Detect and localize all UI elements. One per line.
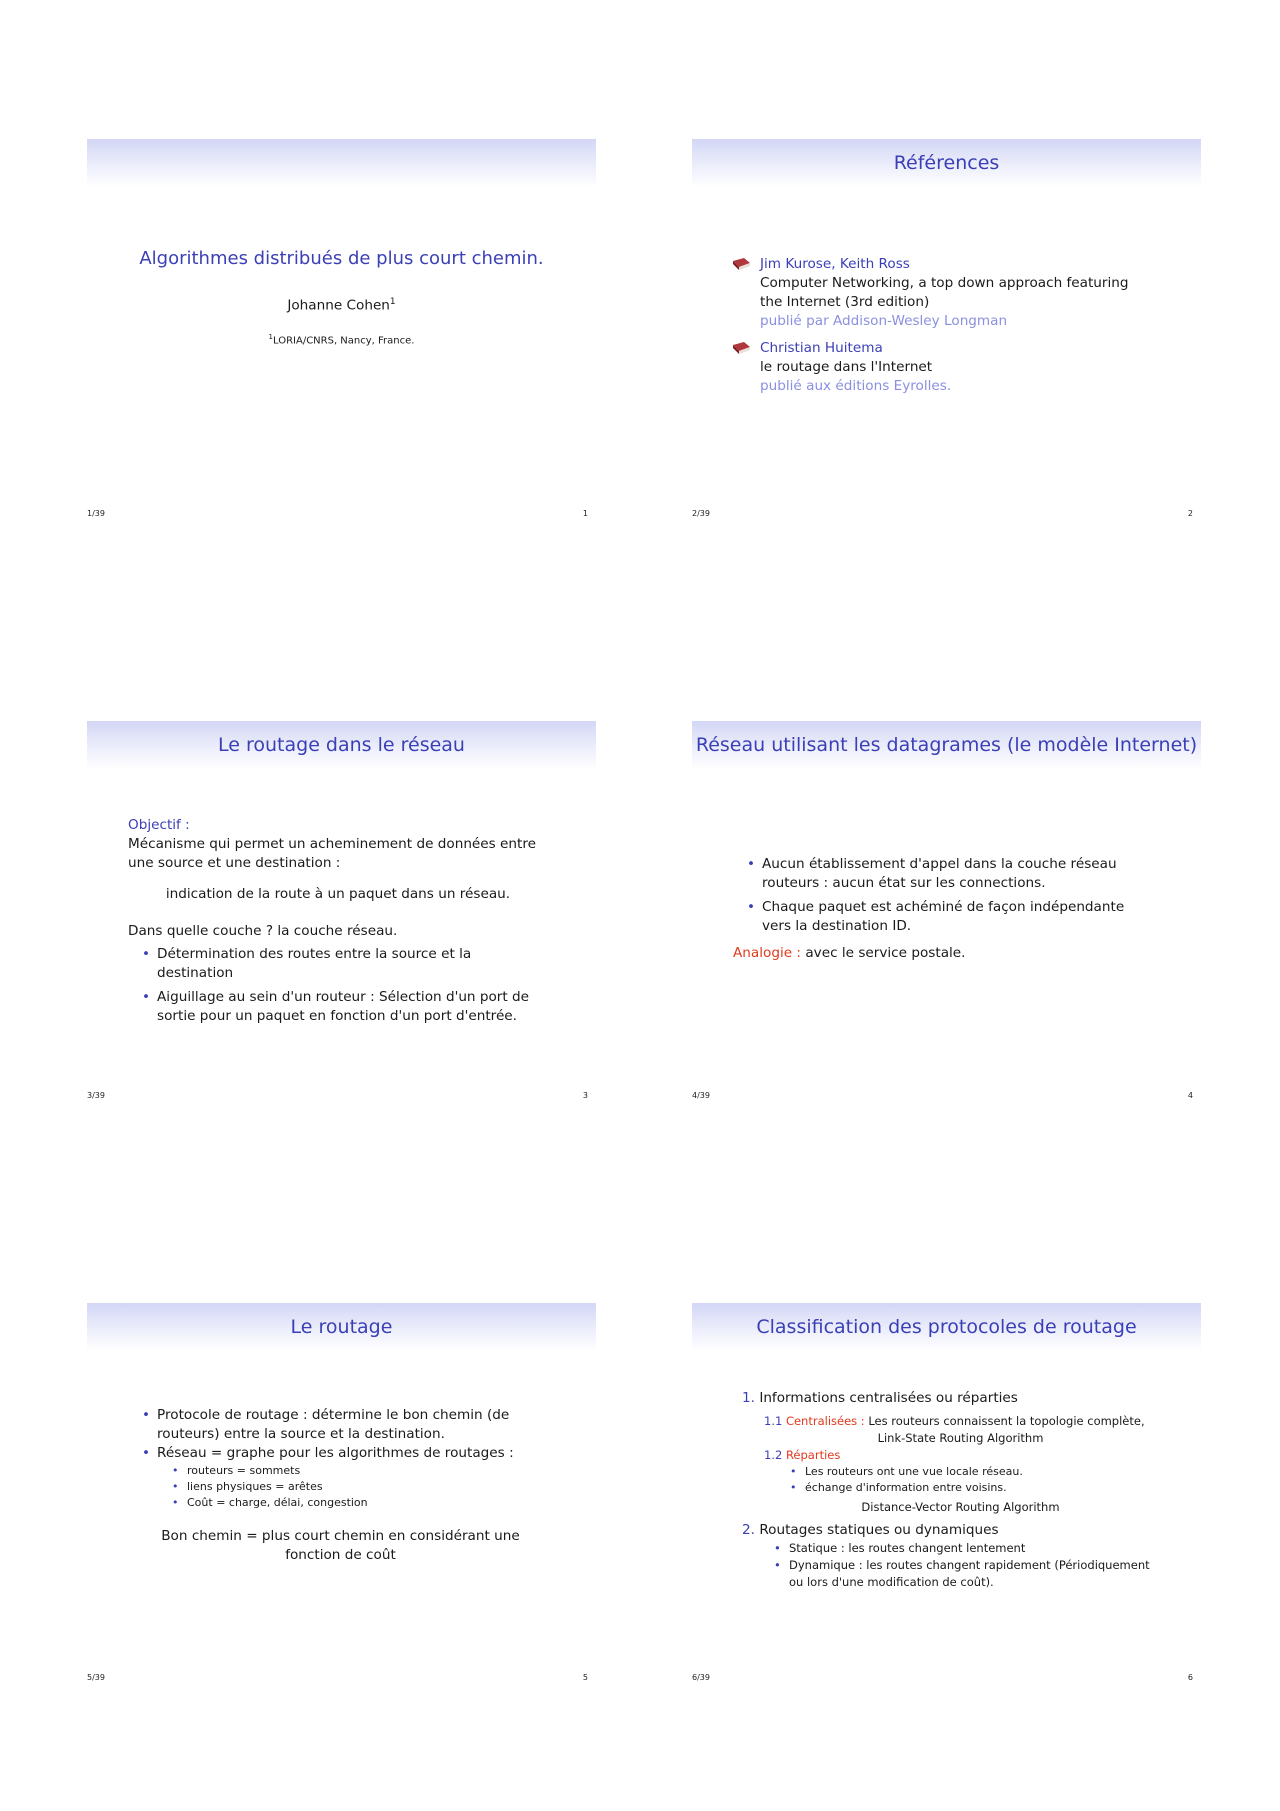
slide-title: Classification des protocoles de routage [756, 1316, 1137, 1338]
slide-4 [692, 721, 1201, 1106]
page-number: 3 [582, 1091, 588, 1100]
slide-5 [87, 1303, 596, 1688]
page-number: 2 [1187, 509, 1193, 518]
reference-item [732, 255, 1152, 331]
page-counter: 3/39 [87, 1091, 105, 1100]
slide-3 [87, 721, 596, 1106]
reference-publisher: publié aux éditions Eyrolles. [760, 378, 952, 394]
sub-list-item: • Statique : les routes changent lentement [774, 1540, 1157, 1557]
question: Dans quelle couche ? la couche réseau. [128, 923, 398, 939]
reference-author: Christian Huitema [760, 340, 883, 356]
document-title: Algorithmes distribués de plus court chemin. [139, 248, 544, 269]
page-number: 6 [1187, 1673, 1193, 1682]
author: Johanne Cohen$^1$ [287, 297, 396, 314]
sub-list-item: • liens physiques = arêtes [172, 1479, 553, 1495]
reference-publisher: publié par Addison-Wesley Longman [760, 313, 1008, 329]
sub-list-item: • Coût = charge, délai, congestion [172, 1495, 553, 1511]
page-counter: 4/39 [692, 1091, 710, 1100]
slide-title: Le routage [290, 1316, 393, 1338]
list-item: • Détermination des routes entre la source et la destination [142, 945, 548, 983]
slide-header [87, 139, 596, 187]
book-icon [732, 342, 751, 354]
objectif-label: Objectif : [128, 817, 190, 833]
book-icon [732, 258, 751, 270]
sub-list-item: • échange d'information entre voisins. [790, 1480, 1157, 1496]
sub-list-item: • routeurs = sommets [172, 1463, 553, 1479]
list-item: • Protocole de routage : détermine le bon chemin (de routeurs) entre la source et la destination. [142, 1406, 553, 1444]
slide-header [692, 139, 1201, 187]
slide-header [87, 721, 596, 769]
page-number: 5 [582, 1673, 588, 1682]
sub-list-item: • Dynamique : les routes changent rapidement (Périodiquement ou lors d'une modification de coût). [774, 1557, 1157, 1591]
slide-title: Le routage dans le réseau [218, 734, 465, 756]
slide-header [692, 1303, 1201, 1351]
enum-item-1: 1. Informations centralisées ou réparties [742, 1390, 1018, 1406]
reference-item [732, 339, 1152, 396]
slide-title: Réseau utilisant les datagrames (le modèle Internet) [695, 734, 1198, 756]
slide-1 [87, 139, 596, 524]
list-item: • Réseau = graphe pour les algorithmes de routages : [142, 1444, 553, 1463]
slide-2 [692, 139, 1201, 524]
page-counter: 2/39 [692, 509, 710, 518]
slide-6 [692, 1303, 1201, 1688]
page-number: 1 [582, 509, 588, 518]
list-item: • Aiguillage au sein d'un routeur : Sélection d'un port de sortie pour un paquet en fonction d'un port d'entrée. [142, 988, 548, 1026]
list-item: • Aucun établissement d'appel dans la couche réseau routeurs : aucun état sur les connections. [747, 855, 1153, 893]
enum-item-1-1: 1.1 Centralisées : Les routeurs connaissent la topologie complète, [764, 1414, 1145, 1428]
conclusion: Bon chemin = plus court chemin en considérant une fonction de coût [161, 1528, 520, 1563]
enum-item-2: 2. Routages statiques ou dynamiques [742, 1522, 999, 1538]
centered-statement: indication de la route à un paquet dans un réseau. [165, 886, 511, 902]
page-counter: 5/39 [87, 1673, 105, 1682]
list-item: • Chaque paquet est achéminé de façon indépendante vers la destination ID. [747, 898, 1153, 936]
algorithm-name: Link-State Routing Algorithm [877, 1431, 1044, 1445]
slide-header [87, 1303, 596, 1351]
algorithm-name: Distance-Vector Routing Algorithm [861, 1500, 1060, 1514]
reference-work: Computer Networking, a top down approach featuring the Internet (3rd edition) [760, 275, 1129, 310]
page-counter: 1/39 [87, 509, 105, 518]
analogie: Analogie : avec le service postale. [733, 945, 966, 961]
objectif-text: Mécanisme qui permet un acheminement de données entre une source et une destination : [128, 836, 537, 871]
slide-header [692, 721, 1201, 769]
page-number: 4 [1187, 1091, 1193, 1100]
reference-work: le routage dans l'Internet [760, 359, 933, 375]
page-counter: 6/39 [692, 1673, 710, 1682]
slide-title: Références [893, 152, 1000, 174]
affiliation: $^1$LORIA/CNRS, Nancy, France. [268, 332, 415, 346]
reference-author: Jim Kurose, Keith Ross [760, 256, 910, 272]
sub-list-item: • Les routeurs ont une vue locale réseau. [790, 1464, 1157, 1480]
enum-item-1-2: 1.2 Réparties [764, 1448, 841, 1462]
